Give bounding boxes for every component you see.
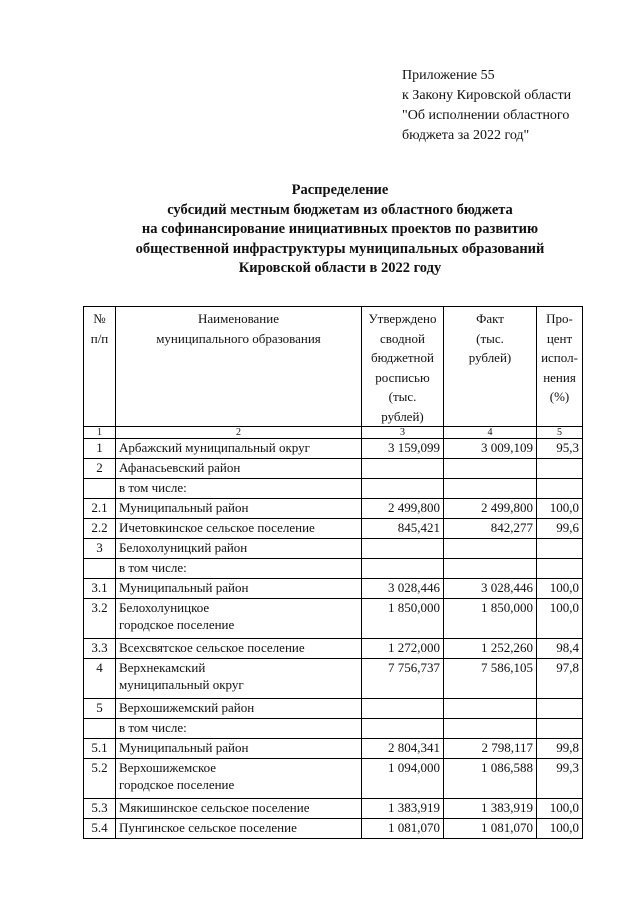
row-planned: 2 499,800 xyxy=(362,499,444,519)
row-actual: 3 028,446 xyxy=(444,579,537,599)
title-line: субсидий местным бюджетам из областного бюджета xyxy=(167,201,513,218)
row-name xyxy=(116,759,362,799)
row-number: 2.2 xyxy=(84,519,116,539)
appendix-note xyxy=(402,66,571,146)
row-actual: 842,277 xyxy=(444,519,537,539)
row-name xyxy=(116,819,362,839)
row-name-line: городское поселение xyxy=(119,777,235,792)
row-actual: 1 850,000 xyxy=(444,599,537,639)
row-name-line: муниципальный округ xyxy=(119,677,244,692)
row-actual: 1 081,070 xyxy=(444,819,537,839)
row-name xyxy=(116,559,362,579)
column-numbers-row xyxy=(84,427,583,439)
row-number: 2.1 xyxy=(84,499,116,519)
row-name xyxy=(116,519,362,539)
row-planned: 1 850,000 xyxy=(362,599,444,639)
row-name-line: в том числе: xyxy=(119,480,187,495)
row-percent: 100,0 xyxy=(537,579,583,599)
row-name xyxy=(116,719,362,739)
row-number xyxy=(84,559,116,579)
row-planned: 2 804,341 xyxy=(362,739,444,759)
table-row xyxy=(84,739,583,759)
table-row xyxy=(84,579,583,599)
table-row xyxy=(84,639,583,659)
row-percent: 99,3 xyxy=(537,759,583,799)
column-number: 2 xyxy=(116,427,362,439)
row-percent xyxy=(537,539,583,559)
header-cell-planned xyxy=(362,307,444,427)
row-name xyxy=(116,799,362,819)
row-percent xyxy=(537,559,583,579)
appendix-line: Приложение 55 xyxy=(402,68,495,83)
row-actual xyxy=(444,479,537,499)
row-percent xyxy=(537,719,583,739)
column-number: 5 xyxy=(537,427,583,439)
row-name-line: Верхнекамский xyxy=(119,660,206,675)
row-actual: 2 798,117 xyxy=(444,739,537,759)
title-line: общественной инфраструктуры муниципальных образований xyxy=(135,240,545,257)
row-percent xyxy=(537,459,583,479)
header-line: испол- xyxy=(541,350,578,365)
header-line: цент xyxy=(546,330,573,346)
row-number: 5.1 xyxy=(84,739,116,759)
header-line: Факт xyxy=(476,311,504,326)
row-actual xyxy=(444,699,537,719)
row-name-line: Пунгинское сельское поселение xyxy=(119,820,297,835)
row-planned: 1 272,000 xyxy=(362,639,444,659)
row-name-line: Белохолуницкий район xyxy=(119,540,248,555)
row-name xyxy=(116,539,362,559)
row-planned: 845,421 xyxy=(362,519,444,539)
header-line: (тыс. xyxy=(476,330,504,346)
header-line: сводной xyxy=(380,330,425,346)
row-percent: 100,0 xyxy=(537,499,583,519)
row-name-line: в том числе: xyxy=(119,720,187,735)
table-row xyxy=(84,759,583,799)
row-name-line: городское поселение xyxy=(119,617,235,632)
row-planned: 1 094,000 xyxy=(362,759,444,799)
row-planned: 1 383,919 xyxy=(362,799,444,819)
row-name xyxy=(116,699,362,719)
row-name-line: Арбажский муниципальный округ xyxy=(119,440,310,455)
row-name xyxy=(116,579,362,599)
row-name-line: Мякишинское сельское поселение xyxy=(119,800,310,815)
header-line: № xyxy=(93,311,106,326)
row-actual: 7 586,105 xyxy=(444,659,537,699)
header-line: бюджетной xyxy=(371,350,434,365)
header-line: Про- xyxy=(546,311,573,326)
row-number: 3.3 xyxy=(84,639,116,659)
row-actual: 1 383,919 xyxy=(444,799,537,819)
row-number: 5.4 xyxy=(84,819,116,839)
row-actual: 1 252,260 xyxy=(444,639,537,659)
row-actual xyxy=(444,719,537,739)
column-number: 1 xyxy=(84,427,116,439)
row-name xyxy=(116,439,362,459)
table-row xyxy=(84,539,583,559)
row-planned xyxy=(362,699,444,719)
row-percent: 100,0 xyxy=(537,599,583,639)
header-line: росписью xyxy=(375,369,430,385)
table-row xyxy=(84,819,583,839)
row-actual xyxy=(444,459,537,479)
row-number xyxy=(84,479,116,499)
row-planned: 7 756,737 xyxy=(362,659,444,699)
row-planned xyxy=(362,479,444,499)
row-name-line: Верхошижемский район xyxy=(119,700,255,715)
row-number: 2 xyxy=(84,459,116,479)
column-number: 3 xyxy=(362,427,444,439)
row-percent: 100,0 xyxy=(537,799,583,819)
row-name xyxy=(116,499,362,519)
row-number: 5 xyxy=(84,699,116,719)
table-row xyxy=(84,699,583,719)
row-percent xyxy=(537,699,583,719)
appendix-line: "Об исполнении областного xyxy=(402,108,570,123)
row-name xyxy=(116,739,362,759)
header-line: рублей) xyxy=(381,408,424,424)
column-number: 4 xyxy=(444,427,537,439)
header-cell-actual xyxy=(444,307,537,427)
header-line: нения xyxy=(543,369,576,385)
row-name-line: Муниципальный район xyxy=(119,500,249,515)
row-name-line: Белохолуницкое xyxy=(119,600,210,615)
row-number: 3.1 xyxy=(84,579,116,599)
row-actual: 3 009,109 xyxy=(444,439,537,459)
header-line: рублей) xyxy=(468,350,512,365)
header-line: муниципального образования xyxy=(156,330,321,346)
row-planned: 1 081,070 xyxy=(362,819,444,839)
header-cell-number xyxy=(84,307,116,427)
table-row xyxy=(84,519,583,539)
title-line: Кировской области в 2022 году xyxy=(238,260,442,276)
header-line: (тыс. xyxy=(388,389,417,404)
row-name-line: Всехсвятское сельское поселение xyxy=(119,640,305,655)
header-cell-name xyxy=(116,307,362,427)
row-number: 5.2 xyxy=(84,759,116,799)
row-number: 3.2 xyxy=(84,599,116,639)
header-cell-percent xyxy=(537,307,583,427)
table-row xyxy=(84,659,583,699)
appendix-line: к Закону Кировской области xyxy=(402,88,572,103)
row-percent: 97,8 xyxy=(537,659,583,699)
table-row xyxy=(84,719,583,739)
appendix-line: бюджета за 2022 год" xyxy=(402,128,530,143)
row-percent xyxy=(537,479,583,499)
row-planned xyxy=(362,559,444,579)
row-number: 1 xyxy=(84,439,116,459)
header-line: (%) xyxy=(549,389,570,404)
table-row xyxy=(84,479,583,499)
row-name-line: Муниципальный район xyxy=(119,580,249,595)
header-line: п/п xyxy=(90,330,109,346)
header-row xyxy=(84,307,583,427)
row-actual: 2 499,800 xyxy=(444,499,537,519)
row-actual: 1 086,588 xyxy=(444,759,537,799)
row-name xyxy=(116,459,362,479)
row-name xyxy=(116,599,362,639)
row-planned xyxy=(362,539,444,559)
row-number: 5.3 xyxy=(84,799,116,819)
header-line: Наименование xyxy=(198,311,279,326)
table-row xyxy=(84,459,583,479)
table-row xyxy=(84,799,583,819)
row-percent: 99,6 xyxy=(537,519,583,539)
table-row xyxy=(84,499,583,519)
row-planned: 3 028,446 xyxy=(362,579,444,599)
row-number: 3 xyxy=(84,539,116,559)
row-number xyxy=(84,719,116,739)
table-row xyxy=(84,559,583,579)
header-line: Утверждено xyxy=(368,311,437,326)
row-name xyxy=(116,659,362,699)
row-actual xyxy=(444,559,537,579)
row-planned xyxy=(362,719,444,739)
row-name-line: Муниципальный район xyxy=(119,740,249,755)
row-name-line: в том числе: xyxy=(119,560,187,575)
row-number: 4 xyxy=(84,659,116,699)
row-name-line: Афанасьевский район xyxy=(119,460,241,475)
row-name xyxy=(116,479,362,499)
row-name-line: Ичетовкинское сельское поселение xyxy=(119,520,315,535)
row-planned xyxy=(362,459,444,479)
subsidy-table xyxy=(83,306,583,839)
table-row xyxy=(84,439,583,459)
row-name-line: Верхошижемское xyxy=(119,760,217,775)
title-line: Распределение xyxy=(291,182,389,198)
row-planned: 3 159,099 xyxy=(362,439,444,459)
title-line: на софинансирование инициативных проектов по развитию xyxy=(141,221,539,237)
row-percent: 98,4 xyxy=(537,639,583,659)
row-percent: 100,0 xyxy=(537,819,583,839)
row-percent: 95,3 xyxy=(537,439,583,459)
document-title xyxy=(60,181,620,279)
row-actual xyxy=(444,539,537,559)
row-percent: 99,8 xyxy=(537,739,583,759)
row-name xyxy=(116,639,362,659)
table-row xyxy=(84,599,583,639)
